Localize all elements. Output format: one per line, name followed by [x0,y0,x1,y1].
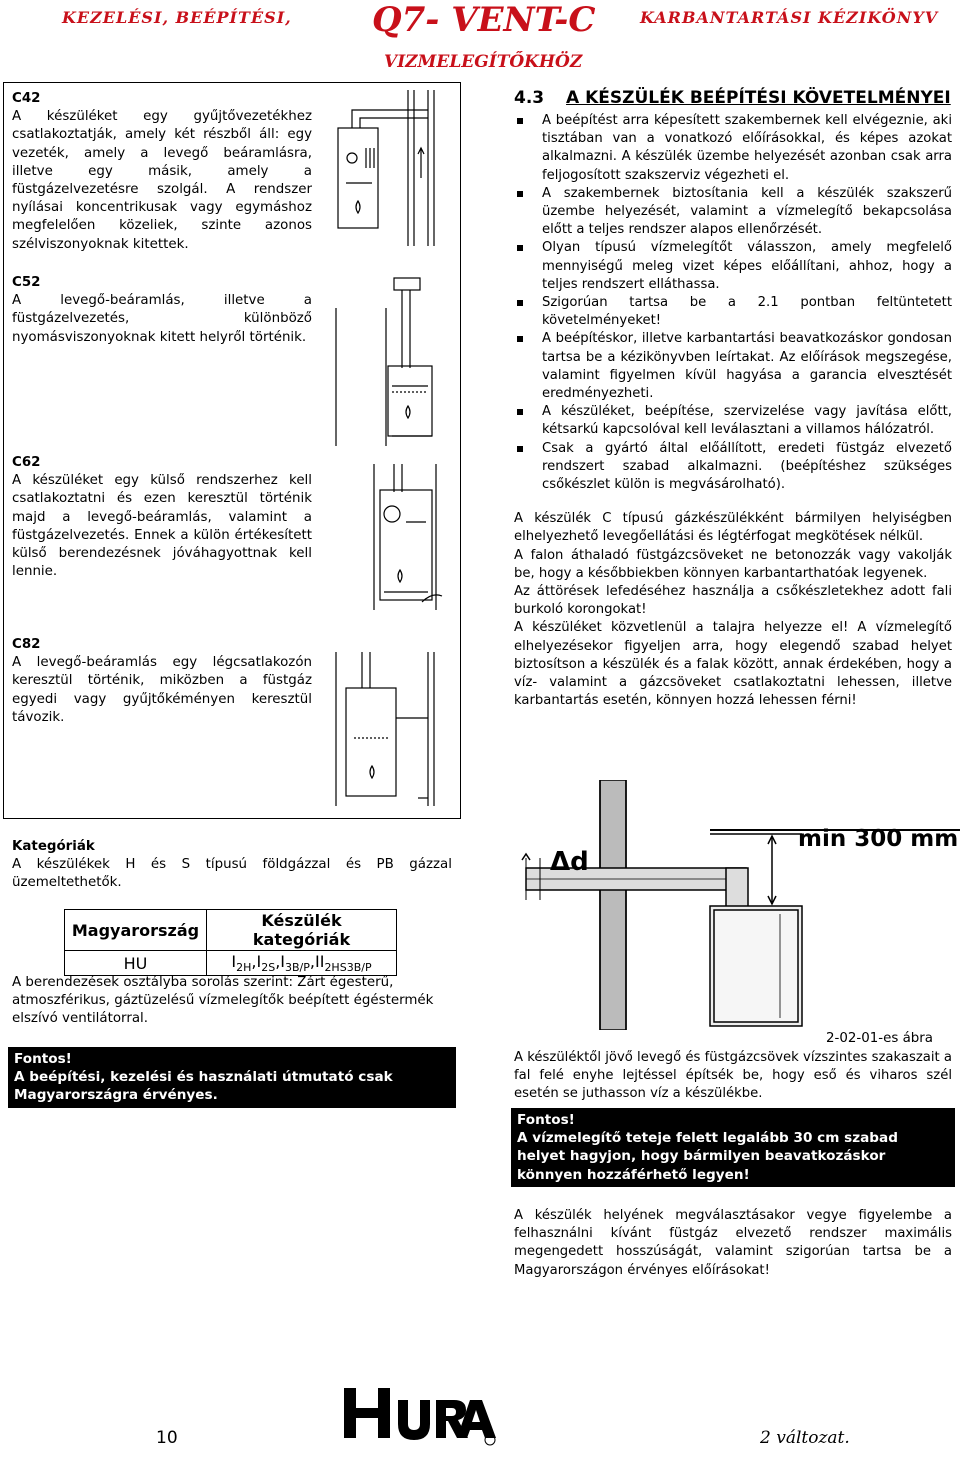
c52-heading: C52 [12,275,41,290]
header-right: KARBANTARTÁSI KÉZIKÖNYV [640,8,939,27]
paragraph: Az áttörések lefedéséhez használja a csőkészletekhez adott fali burkoló korongokat! [514,584,952,618]
c62-text: A készüléket egy külső rendszerhez kell csatlakoztatni és ezen keresztül történik majd a levegő-beáramlás, valamint a füstgázelvezetés. Ennek a külön értékesített külső berendezésnek jóváhagyottnak kell lennie. [12,473,312,580]
table-cell-categories: $I_{2H},I_{2S},I_{3B/P},II_{2HS3B/P}$ [207,951,397,976]
warning-left-title: Fontos! [14,1051,72,1067]
header-title: Q7- VENT-C [372,0,596,40]
warning-right-title: Fontos! [517,1112,575,1128]
page-number: 10 [156,1428,178,1448]
list-item: A szakembernek biztosítania kell a készülék szakszerű üzembe helyezését, valamint a vízmelegítő bekapcsolása előtt a teljes rendszer alapos ellenőrzését. [514,185,952,240]
header-left: KEZELÉSI, BEÉPÍTÉSI, [62,8,292,27]
final-text: A készülék helyének megválasztásakor vegye figyelembe a felhasználni kívánt füstgáz elvezető rendszer maximális megengedett hosszúságát, valamint szigorúan tartsa be a Magyarországon érvényes előírásokat! [514,1208,952,1278]
c82-text: A levegő-beáramlás egy légcsatlakozón keresztül történik, miközben a füstgáz egyedi vagy gyűjtőkéményen keresztül távozik. [12,655,312,725]
section-heading: A KÉSZÜLÉK BEÉPÍTÉSI KÖVETELMÉNYEI [566,88,951,108]
c62-heading: C62 [12,455,41,470]
c82-diagram [332,648,444,808]
figure-caption: 2-02-01-es ábra [826,1031,933,1046]
warning-right [511,1108,955,1187]
list-item: A készüléket, beépítése, szervizelése vagy javítása előtt, kétsarkú kapcsolóval kell leválasztani a villamos hálózatról. [514,403,952,439]
section-installation [514,88,952,711]
paragraph: A készülék C típusú gázkészülékként bármilyen helyiségben elhelyezhető levegőellátási és légtérfogat megkötések nélkül. [514,511,952,545]
table-head-country: Magyarország [65,910,207,951]
classification-text: A berendezések osztályba sorolás szerint: Zárt égesterű, atmoszférikus, gáztüzelésű vízmelegítők beépített égéstermék elszívó ventilátorral. [12,975,434,1027]
list-item: A beépítést arra képesített szakembernek kell elvégeznie, aki tisztában van a vonatkozó előírásokkal, és képes azokat alkalmazni. A készülék üzembe helyezését azonban csak arra feljogosított szakszerviz végezheti el. [514,112,952,185]
c82-heading: C82 [12,637,41,652]
categories-title: Kategóriák [12,839,95,854]
c42-block [12,90,312,254]
categories-text: A készülékek H és S típusú földgázzal és PB gázzal üzemeltethetők. [12,857,452,891]
c42-diagram [332,88,444,248]
table-cell-country: HU [65,951,207,976]
huray-logo [338,1378,498,1454]
list-item: Szigorúan tartsa be a 2.1 pontban feltüntetett követelményeket! [514,294,952,330]
c62-block [12,454,312,581]
c42-heading: C42 [12,91,41,106]
table-head-categories: Készülék kategóriák [207,910,397,951]
warning-left-text: A beépítési, kezelési és használati útmutató csak Magyarországra érvényes. [14,1069,393,1104]
category-table [64,909,397,976]
list-item: Csak a gyártó által előállított, eredeti füstgáz elvezető rendszert szabad alkalmazni. (beépítéshez szükséges csőkészlet külön is megvásárolható). [514,440,952,495]
paragraph: A falon áthaladó füstgázcsöveket ne betonozzák vagy vakolják be, hogy a későbbiekben könnyen karbantarthatóak legyenek. [514,547,952,581]
paragraph: A készüléket közvetlenül a talajra helyezze el! A vízmelegítő elhelyezésekor figyeljen arra, hogy elegendő szabad helyet biztosítson a készülék és a falak között, annak érdekében, hogy a víz- valamint a gázcsöveket csatlakoztatni lehessen, illetve karbantartás esetén, könnyen hozzá lehessen férni! [514,620,952,709]
warning-left [8,1047,456,1108]
c62-diagram [372,462,452,612]
c52-text: A levegő-beáramlás, illetve a füstgázelvezetés, különböző nyomásviszonyoknak kitett helyről történik. [12,293,312,345]
c82-block [12,636,312,727]
c52-diagram [332,268,444,448]
requirements-list [514,112,952,494]
delta-d-label: Δd [550,847,589,877]
section-title [514,88,952,108]
list-item: A beépítéskor, illetve karbantartási beavatkozáskor gondosan tartsa be a kézikönyvben leírtakat. Az előírások megszegése, valamint figyelmen kívül hagyása a garancia elvesztését eredményezheti. [514,330,952,403]
installation-figure [510,780,960,1030]
c42-text: A készüléket egy gyűjtővezetékhez csatlakoztatják, amely két részből áll: egy vezeték, amely a levegő beáramlásra, illetve egy másik, amely a füstgázelvezetésre szolgál. A rendszer nyílásai koncentrikusak vagy egymáshoz megfelelően közeliek, szinte azonos szélviszonyoknak kitettek. [12,109,312,252]
version-label: 2 változat. [760,1428,850,1448]
min-clearance-label: min 300 mm [798,826,959,852]
categories-block [12,838,452,893]
header-subtitle: VIZMELEGÍTŐKHÖZ [384,52,583,72]
section-number: 4.3 [514,88,545,108]
c52-block [12,274,312,347]
warning-right-text: A vízmelegítő teteje felett legalább 30 cm szabad helyet hagyjon, hogy bármilyen beavatkozáskor könnyen hozzáférhető legyen! [517,1130,898,1183]
figure-text: A készüléktől jövő levegő és füstgázcsövek vízszintes szakaszait a fal felé enyhe lejtéssel építsék be, hogy eső és viharos szél esetén se juthasson víz a készülékbe. [514,1050,952,1102]
list-item: Olyan típusú vízmelegítőt válasszon, amely megfelelő mennyiségű meleg vizet képes előállítani, ahhoz, hogy a teljes rendszert elláthassa. [514,239,952,294]
